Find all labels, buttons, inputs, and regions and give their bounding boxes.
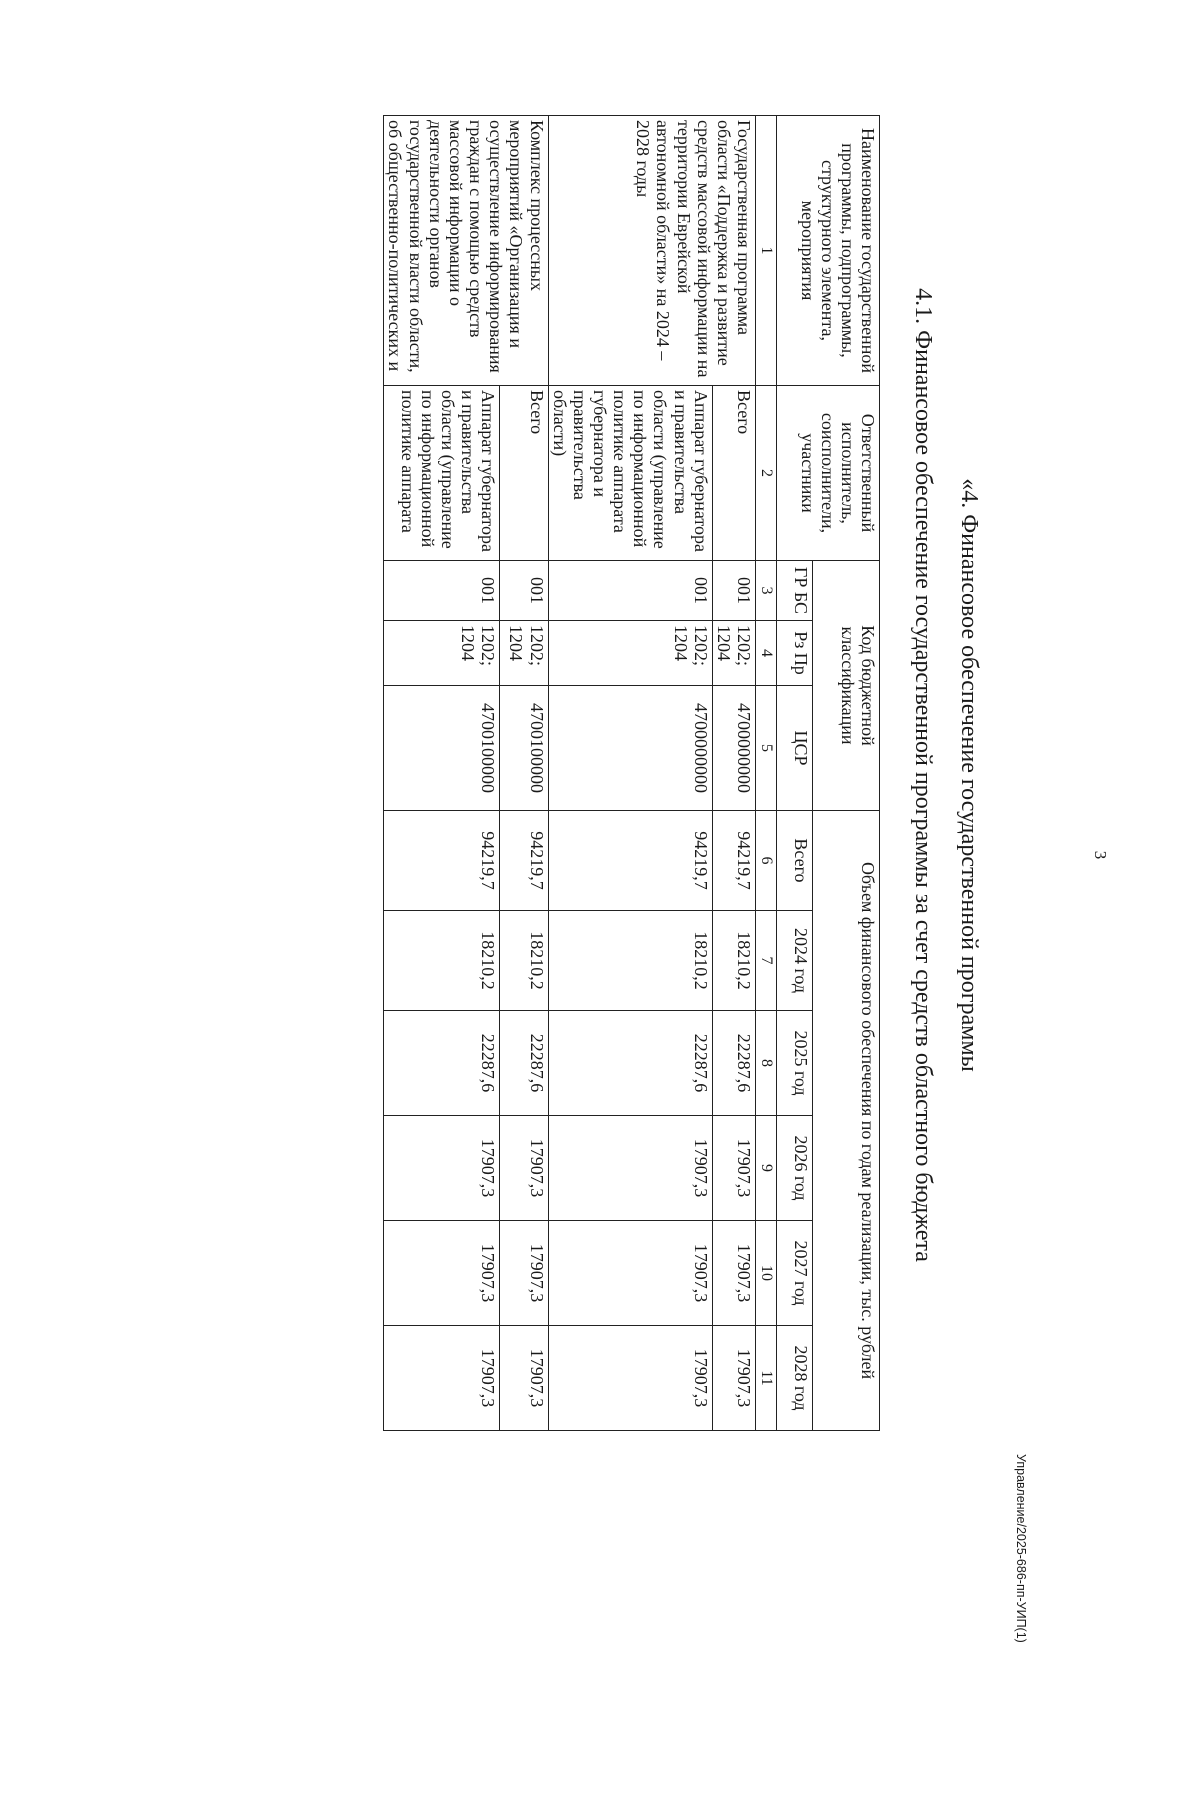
header-csr: ЦСР xyxy=(777,686,813,811)
header-responsible: Ответственный исполнитель, соисполнители, участники xyxy=(777,386,880,561)
header-grbs: ГР БС xyxy=(777,561,813,621)
header-budget-code: Код бюджетной классификации xyxy=(812,561,879,811)
y2026-cell: 17907,3 xyxy=(384,1116,500,1221)
grbs-cell: 001 xyxy=(712,561,755,621)
y2024-cell: 18210,2 xyxy=(500,911,548,1011)
column-index: 8 xyxy=(756,1011,777,1116)
column-index: 9 xyxy=(756,1116,777,1221)
csr-cell: 4700000000 xyxy=(712,686,755,811)
y2028-cell: 17907,3 xyxy=(548,1326,712,1431)
total-cell: 94219,7 xyxy=(712,811,755,911)
header-total: Всего xyxy=(777,811,813,911)
responsible-cell: Всего xyxy=(500,386,548,561)
y2028-cell: 17907,3 xyxy=(500,1326,548,1431)
column-index: 6 xyxy=(756,811,777,911)
subsection-heading: 4.1. Финансовое обеспечение государственной программы за счет средств областного бюджета xyxy=(910,288,936,1262)
header-2024: 2024 год xyxy=(777,911,813,1011)
page-number: 3 xyxy=(1091,850,1110,860)
column-index: 1 xyxy=(756,116,777,386)
y2027-cell: 17907,3 xyxy=(712,1221,755,1326)
grbs-cell: 001 xyxy=(548,561,712,621)
y2026-cell: 17907,3 xyxy=(712,1116,755,1221)
column-index: 7 xyxy=(756,911,777,1011)
column-index: 4 xyxy=(756,621,777,686)
header-rzpr: Рз Пр xyxy=(777,621,813,686)
y2024-cell: 18210,2 xyxy=(548,911,712,1011)
table-row xyxy=(712,116,755,1431)
y2025-cell: 22287,6 xyxy=(384,1011,500,1116)
header-row xyxy=(812,116,879,1431)
column-index: 2 xyxy=(756,386,777,561)
total-cell: 94219,7 xyxy=(500,811,548,911)
header-name: Наименование государственной программы, подпрограммы, структурного элемента, мероприятия xyxy=(777,116,880,386)
y2025-cell: 22287,6 xyxy=(548,1011,712,1116)
responsible-cell: Аппарат губернатора и правительства области (управление по информационной политике аппарата xyxy=(384,386,500,561)
section-heading: «4. Финансовое обеспечение государственной программы xyxy=(956,478,982,1072)
y2025-cell: 22287,6 xyxy=(712,1011,755,1116)
y2026-cell: 17907,3 xyxy=(548,1116,712,1221)
program-name: Государственная программа области «Поддержка и развитие средств массовой информации на территории Еврейской автономной области» на 2024 – 2028 годы xyxy=(548,116,756,386)
table-row xyxy=(500,116,548,1431)
responsible-cell: Всего xyxy=(712,386,755,561)
y2027-cell: 17907,3 xyxy=(500,1221,548,1326)
column-index: 3 xyxy=(756,561,777,621)
activity-name: Комплекс процессных мероприятий «Организация и осуществление информирования граждан с помощью средств массовой информации о деятельности органов государственной власти области, об общественно-политических и xyxy=(384,116,548,386)
rzpr-cell: 1202; 1204 xyxy=(712,621,755,686)
footer-doc-id: Управление/2025-686-пп-УИП(1) xyxy=(1014,1454,1028,1643)
y2025-cell: 22287,6 xyxy=(500,1011,548,1116)
csr-cell: 4700000000 xyxy=(548,686,712,811)
grbs-cell: 001 xyxy=(384,561,500,621)
header-2026: 2026 год xyxy=(777,1116,813,1221)
y2028-cell: 17907,3 xyxy=(384,1326,500,1431)
financing-table xyxy=(383,115,880,1431)
csr-cell: 4700100000 xyxy=(384,686,500,811)
header-2025: 2025 год xyxy=(777,1011,813,1116)
total-cell: 94219,7 xyxy=(548,811,712,911)
csr-cell: 4700100000 xyxy=(500,686,548,811)
document-content xyxy=(130,85,1010,1465)
y2027-cell: 17907,3 xyxy=(384,1221,500,1326)
column-index: 10 xyxy=(756,1221,777,1326)
column-index: 5 xyxy=(756,686,777,811)
rzpr-cell: 1202; 1204 xyxy=(548,621,712,686)
y2024-cell: 18210,2 xyxy=(384,911,500,1011)
header-volume: Объем финансового обеспечения по годам реализации, тыс. рублей xyxy=(812,811,879,1431)
header-2027: 2027 год xyxy=(777,1221,813,1326)
header-2028: 2028 год xyxy=(777,1326,813,1431)
responsible-cell: Аппарат губернатора и правительства области (управление по информационной политике аппарата губернатора и правительства области) xyxy=(548,386,712,561)
rzpr-cell: 1202; 1204 xyxy=(500,621,548,686)
y2027-cell: 17907,3 xyxy=(548,1221,712,1326)
total-cell: 94219,7 xyxy=(384,811,500,911)
y2026-cell: 17907,3 xyxy=(500,1116,548,1221)
column-index-row xyxy=(756,116,777,1431)
rzpr-cell: 1202; 1204 xyxy=(384,621,500,686)
column-index: 11 xyxy=(756,1326,777,1431)
y2024-cell: 18210,2 xyxy=(712,911,755,1011)
y2028-cell: 17907,3 xyxy=(712,1326,755,1431)
grbs-cell: 001 xyxy=(500,561,548,621)
